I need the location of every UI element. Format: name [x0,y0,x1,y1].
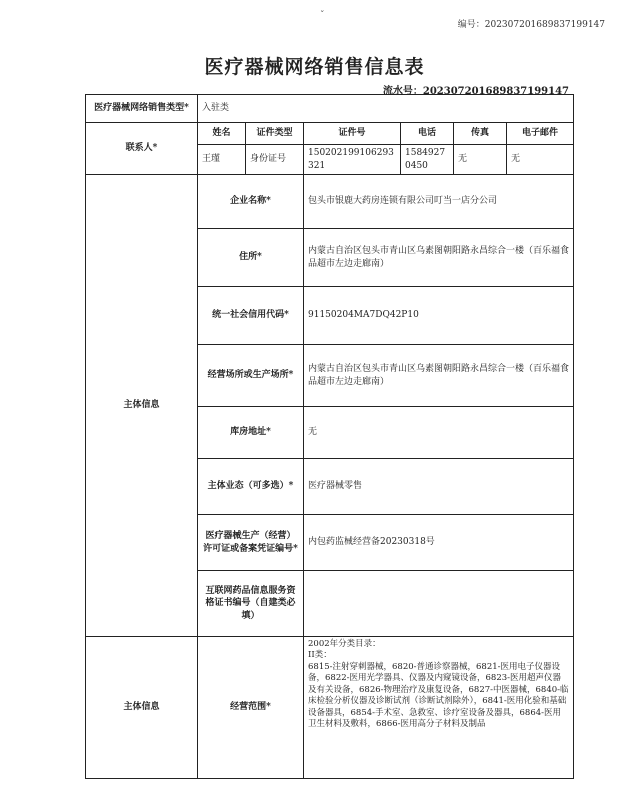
scope-value [304,637,574,779]
scope-line-items: 6815-注射穿刺器械，6820-普通诊察器械，6821-医用电子仪器设备，6822-医用光学器具、仪器及内窥镜设备，6823-医用超声仪器及有关设备，6826-物理治疗及康复设备，6827-中医器械，6840-临床检验分析仪器及诊断试剂（诊断试剂除外），6841-医用化验和基础设备器具，6854-手术室、急救室、诊疗室设备及器具，6864-医用卫生材料及敷料，6866-医用高分子材料及制品 [308,661,569,730]
field-label-license: 医疗器械生产（经营）许可证或备案凭证编号* [198,515,304,571]
sales-type-value: 入驻类 [198,95,574,123]
contact-header-email: 电子邮件 [507,123,574,145]
contact-fax: 无 [454,145,507,175]
field-value-internet-cert [304,571,574,637]
scope-section-label: 主体信息 [86,637,198,779]
scan-mark: ˇ [320,11,325,21]
contact-idno: 150202199106293321 [304,145,401,175]
field-label-residence: 住所* [198,229,304,287]
contact-email: 无 [507,145,574,175]
contact-header-name: 姓名 [198,123,246,145]
contact-name: 王瑾 [198,145,246,175]
scope-label: 经营范围* [198,637,304,779]
sales-type-label: 医疗器械网络销售类型* [86,95,198,123]
field-label-credit-code: 统一社会信用代码* [198,287,304,345]
field-value-warehouse: 无 [304,407,574,459]
field-label-company: 企业名称* [198,175,304,229]
field-value-company: 包头市银鹿大药房连锁有限公司叮当一店分公司 [304,175,574,229]
contact-header-idno: 证件号 [304,123,401,145]
subject-section-label: 主体信息 [86,175,198,637]
field-value-license: 内包药监械经营备20230318号 [304,515,574,571]
field-value-business-site: 内蒙古自治区包头市青山区乌素图朝阳路永昌综合一楼（百乐福食品超市左边走廊南） [304,345,574,407]
table-row [86,95,574,123]
field-value-business-form: 医疗器械零售 [304,459,574,515]
scope-line-catalog: 2002年分类目录： [308,639,381,649]
document-number: 编号：20230720168983719914​7 [457,20,605,30]
info-table [85,94,574,779]
contact-phone: 15849270450 [401,145,454,175]
table-row [86,123,574,145]
field-value-credit-code: 91150204MA7DQ42P10 [304,287,574,345]
scope-line-class: II类： [308,650,332,661]
contact-label: 联系人* [86,123,198,175]
serial-number: 流水号：20230720168983719914​7 [382,86,569,97]
contact-header-fax: 传真 [454,123,507,145]
table-row [86,637,574,779]
field-label-warehouse: 库房地址* [198,407,304,459]
table-row [86,175,574,229]
contact-idtype: 身份证号 [246,145,304,175]
page-title: 医疗器械网络销售信息表 [204,56,425,78]
contact-header-idtype: 证件类型 [246,123,304,145]
field-label-business-form: 主体业态（可多选）* [198,459,304,515]
field-value-residence: 内蒙古自治区包头市青山区乌素图朝阳路永昌综合一楼（百乐福食品超市左边走廊南） [304,229,574,287]
field-label-business-site: 经营场所或生产场所* [198,345,304,407]
field-label-internet-cert: 互联网药品信息服务资格证书编号（自建类必填） [198,571,304,637]
contact-header-phone: 电话 [401,123,454,145]
